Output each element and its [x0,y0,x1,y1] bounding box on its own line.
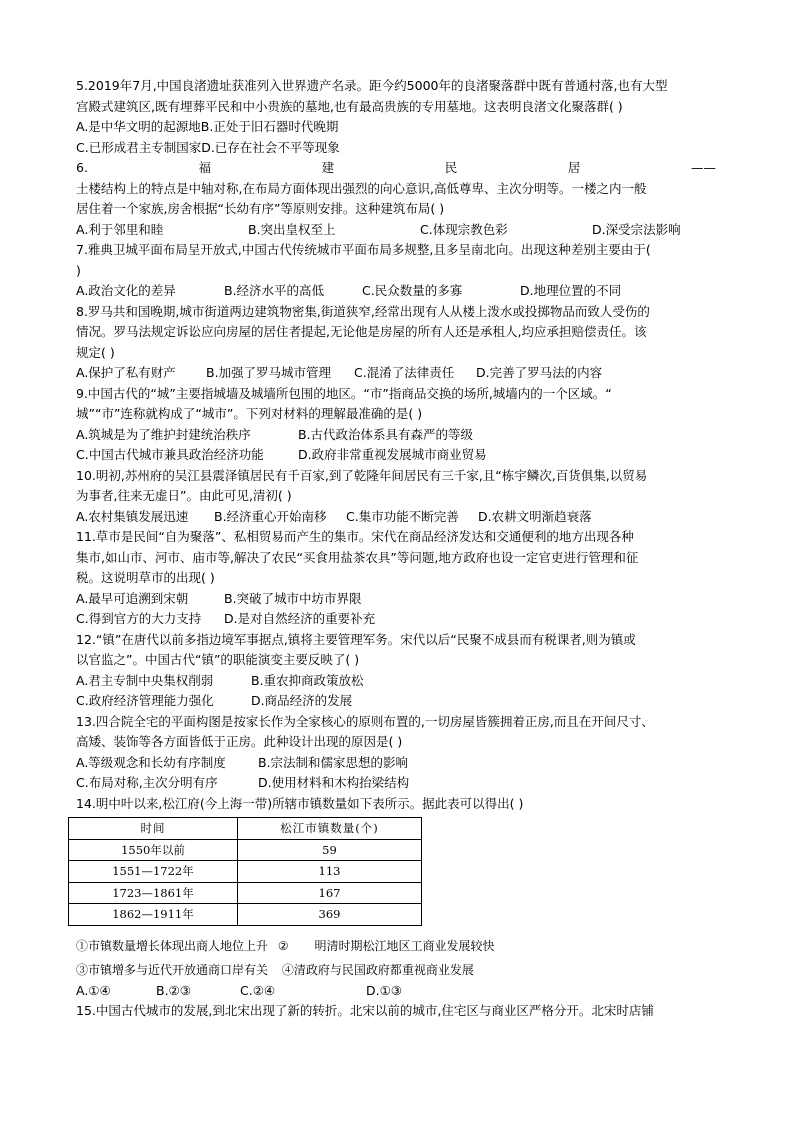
question-14 [76,794,716,1002]
question-5-options-cd: C.已形成君主专制国家D.已存在社会不平等现象 [76,139,340,155]
question-14-options [76,981,716,1002]
question-14-option-a: A.①④ [76,982,111,998]
question-7-option-a: A.政治文化的差异 [76,283,176,298]
question-6-dash: —— [690,160,716,175]
question-6-number: 6. [76,160,88,175]
table-row [69,882,422,904]
question-7 [76,240,716,302]
question-8-stem-line-3: 规定( ) [76,344,115,360]
question-11 [76,527,716,630]
question-13 [76,712,716,794]
question-9-stem-line-1: 9.中国古代的“城”主要指城墙及城墙所包围的地区。“市”指商品交换的场所,城墙内的一个区域。“ [76,385,612,401]
question-13-option-b: B.宗法制和儒家思想的影响 [258,754,409,770]
question-14-statements-1-2 [76,936,716,957]
question-10-option-d: D.农耕文明渐趋衰落 [478,508,592,524]
table-cell-period: 1862—1911年 [69,904,238,926]
question-8-option-d: D.完善了罗马法的内容 [476,365,603,380]
question-11-stem-line-2: 集市,如山市、河市、庙市等,解决了农民“买食用盐茶农具”等问题,地方政府也设一定官吏进行管理和征 [76,549,639,565]
question-5 [76,76,716,158]
question-10-stem-line-2: 为事者,往来无虚日”。由此可见,清初( ) [76,488,292,503]
question-11-option-a: A.最早可追溯到宋朝 [76,590,189,606]
question-14-option-b: B.②③ [156,982,191,998]
question-14-option-c: C.②④ [240,982,276,998]
question-11-option-b: B.突破了城市中坊市界限 [224,590,362,606]
question-9-option-c: C.中国古代城市兼具政治经济功能 [76,447,264,462]
question-12-option-b: B.重农抑商政策放松 [251,672,364,688]
question-10-options [76,507,716,528]
question-10 [76,466,716,528]
question-8-option-b: B.加强了罗马城市管理 [206,365,332,380]
question-13-option-c: C.布局对称,主次分明有序 [76,775,218,790]
question-8-option-a: A.保护了私有财产 [76,365,176,380]
table-header-count: 松江市镇数量(个) [238,818,422,840]
question-9-options-ab [76,425,716,446]
question-5-stem-line-1: 5.2019年7月,中国良渚遗址获准列入世界遗产名录。距今约5000年的良渚聚落群中既有普通村落,也有大型 [76,78,668,93]
question-7-stem-line-2: ) [76,262,81,278]
statement-3: ③市镇增多与近代开放通商口岸有关 [76,963,269,977]
question-6-options [76,220,716,241]
question-11-stem-line-1: 11.草市是民间“自为聚落”、私相贸易而产生的集市。宋代在商品经济发达和交通便利的地方出现各种 [76,529,634,544]
question-14-option-d: D.①③ [366,982,403,998]
question-5-stem-line-2: 宫殿式建筑区,既有埋葬平民和中小贵族的墓地,也有最高贵族的专用墓地。这表明良渚文化聚落群( ) [76,98,623,114]
question-6-option-c: C.体现宗教色彩 [420,221,508,237]
question-8 [76,302,716,384]
question-14-stem-line-1: 14.明中叶以来,松江府(今上海一带)所辖市镇数量如下表所示。据此表可以得出( ) [76,795,524,811]
table-cell-period: 1550年以前 [69,839,238,861]
question-6-char-ju: 居 [567,160,581,175]
question-12-stem-line-2: 以官监之”。中国古代“镇”的职能演变主要反映了( ) [76,652,360,667]
statement-2: 明清时期松江地区工商业发展较快 [314,938,495,953]
question-11-option-d: D.是对自然经济的重要补充 [224,611,376,626]
question-9-options-cd [76,445,716,466]
table-cell-count: 167 [238,882,422,904]
question-12-option-c: C.政府经济管理能力强化 [76,693,214,708]
exam-page [76,76,716,1022]
question-11-options-cd [76,609,716,630]
table-row [69,904,422,926]
question-12-options-ab [76,671,716,692]
question-12-stem-line-1: 12.“镇”在唐代以前多指边境军事据点,镇将主要管理军务。宋代以后“民聚不成县而有税课者,则为镇或 [76,631,636,647]
question-11-stem-line-3: 税。这说明草市的出现( ) [76,570,215,585]
question-6-stem-line-3: 居住着一个家族,房舍根据“长幼有序”等原则安排。这种建筑布局( ) [76,201,445,216]
table-row [69,839,422,861]
question-9-stem-line-2: 城”“市”连称就构成了“城市”。下列对材料的理解最准确的是( ) [76,406,423,421]
question-7-option-c: C.民众数量的多寡 [362,283,463,298]
question-9-option-a: A.筑城是为了维护封建统治秩序 [76,426,251,442]
question-15 [76,1001,716,1022]
table-row [69,861,422,883]
question-9-option-b: B.古代政治体系具有森严的等级 [298,426,474,442]
question-8-stem-line-2: 情况。罗马法规定诉讼应向房屋的居住者提起,无论他是房屋的所有人还是承租人,均应承担赔偿责任。该 [76,324,647,339]
question-10-stem-line-1: 10.明初,苏州府的吴江县震泽镇居民有千百家,到了乾隆年间居民有三千家,且“栋宇鳞次,百货俱集,以贸易 [76,467,648,483]
question-11-options-ab [76,589,716,610]
table-cell-count: 369 [238,904,422,926]
table-header-period: 时间 [69,818,238,840]
question-15-stem-line-1: 15.中国古代城市的发展,到北宋出现了新的转折。北宋以前的城市,住宅区与商业区严格分开。北宋时店铺 [76,1003,654,1018]
question-13-option-a: A.等级观念和长幼有序制度 [76,754,226,770]
table-cell-period: 1723—1861年 [69,882,238,904]
question-6-char-jian: 建 [321,160,335,175]
question-10-option-a: A.农村集镇发展迅速 [76,508,189,524]
table-cell-count: 59 [238,839,422,861]
question-5-options-ab: A.是中华文明的起源地B.正处于旧石器时代晚期 [76,119,339,134]
question-9-option-d: D.政府非常重视发展城市商业贸易 [298,447,487,462]
question-6-option-b: B.突出皇权至上 [248,221,336,237]
question-7-stem-line-1: 7.雅典卫城平面布局呈开放式,中国古代传统城市平面布局多规整,且多呈南北向。出现这种差别主要由于( [76,242,651,257]
table-cell-period: 1551—1722年 [69,861,238,883]
statement-2-number: ② [277,938,289,953]
question-6 [76,158,716,240]
question-13-options-cd [76,773,716,794]
question-11-option-c: C.得到官方的大力支持 [76,611,202,626]
market-town-table [68,817,422,926]
table-cell-count: 113 [238,861,422,883]
question-9 [76,384,716,466]
question-8-option-c: C.混淆了法律责任 [354,365,455,380]
question-8-options [76,363,716,384]
question-14-statements-3-4 [76,960,716,981]
question-13-stem-line-1: 13.四合院全宅的平面构图是按家长作为全家核心的原则布置的,一切房屋皆簇拥着正房,而且在开间尺寸、 [76,713,654,729]
question-7-option-d: D.地理位置的不同 [520,283,622,298]
statement-1: ①市镇数量增长体现出商人地位上升 [76,938,269,953]
question-12-options-cd [76,691,716,712]
question-12-option-d: D.商品经济的发展 [251,693,353,708]
question-7-options [76,281,716,302]
question-10-option-b: B.经济重心开始南移 [214,508,327,524]
question-6-option-a: A.利于邻里和睦 [76,221,164,237]
question-6-spread-line [76,158,716,179]
question-7-option-b: B.经济水平的高低 [224,283,325,298]
question-6-char-fu: 福 [198,160,212,175]
question-10-option-c: C.集市功能不断完善 [346,508,459,524]
question-6-option-d: D.深受宗法影响 [592,221,681,237]
statement-4: ④清政府与民国政府都重视商业发展 [281,963,474,977]
question-13-options-ab [76,753,716,774]
question-6-char-min: 民 [444,160,458,175]
question-6-stem-line-2: 土楼结构上的特点是中轴对称,在布局方面体现出强烈的向心意识,高低尊卑、主次分明等。一楼之内一般 [76,180,647,196]
table-header-row [69,818,422,840]
question-8-stem-line-1: 8.罗马共和国晚期,城市街道两边建筑物密集,街道狭窄,经常出现有人从楼上泼水或投掷物品而致人受伤的 [76,303,650,319]
question-13-stem-line-2: 高矮、装饰等各方面皆低于正房。此种设计出现的原因是( ) [76,734,403,749]
question-12 [76,630,716,712]
question-13-option-d: D.使用材料和木构抬梁结构 [258,775,410,790]
question-12-option-a: A.君主专制中央集权削弱 [76,672,214,688]
